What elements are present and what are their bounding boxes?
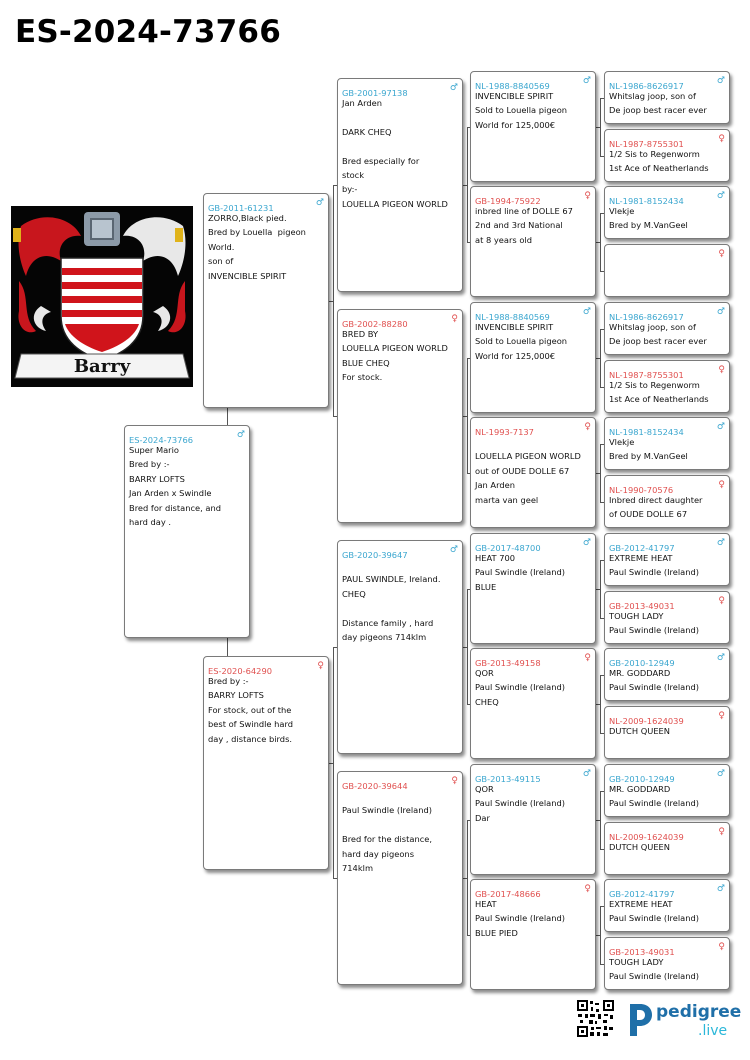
ring-number: GB-2013-49158 [475, 658, 541, 668]
ring-number: NL-1981-8152434 [609, 427, 684, 437]
ring-number: GB-2012-41797 [609, 543, 675, 553]
card-gen4-8[interactable] [604, 475, 730, 528]
card-dam[interactable] [203, 656, 329, 870]
ring-number: GB-2001-97138 [342, 88, 408, 98]
female-symbol-icon: ♀ [584, 884, 591, 894]
ring-number: GB-1994-75922 [475, 196, 541, 206]
ring-number: NL-1987-8755301 [609, 139, 684, 149]
pigeon-notes: HEAT Paul Swindle (Ireland) BLUE PIED [475, 899, 566, 938]
card-gen4-3[interactable] [604, 186, 730, 239]
male-symbol-icon: ♂ [582, 538, 591, 548]
pigeon-notes: TOUGH LADY Paul Swindle (Ireland) [609, 957, 700, 982]
ring-number: GB-2012-41797 [609, 889, 675, 899]
pigeon-notes: MR. GODDARD Paul Swindle (Ireland) [609, 668, 700, 693]
female-symbol-icon: ♀ [718, 711, 725, 721]
connector-line [600, 906, 601, 964]
logo-tld-text: .live [698, 1023, 728, 1039]
male-symbol-icon: ♂ [716, 653, 725, 663]
pigeon-notes: HEAT 700 Paul Swindle (Ireland) BLUE [475, 553, 566, 592]
card-gen4-11[interactable] [604, 648, 730, 701]
logo-brand-text: pedigree [656, 1002, 742, 1022]
pigeon-notes: 1/2 Sis to Regenworm 1st Ace of Neatherlands [609, 380, 709, 405]
ring-number: NL-1987-8755301 [609, 370, 684, 380]
female-symbol-icon: ♀ [718, 480, 725, 490]
ring-number: GB-2020-39647 [342, 550, 408, 560]
card-gen3-1[interactable] [470, 71, 596, 182]
female-symbol-icon: ♀ [584, 191, 591, 201]
male-symbol-icon: ♂ [716, 307, 725, 317]
male-symbol-icon: ♂ [315, 198, 324, 208]
card-sire[interactable] [203, 193, 329, 408]
ring-number: ES-2020-64290 [208, 666, 273, 676]
pedigree-title: ES-2024-73766 [15, 14, 281, 50]
card-gen4-7[interactable] [604, 417, 730, 470]
connector-line [467, 589, 468, 704]
card-sire-dam[interactable] [337, 309, 463, 523]
ring-number: GB-2017-48666 [475, 889, 541, 899]
male-symbol-icon: ♂ [582, 769, 591, 779]
male-symbol-icon: ♂ [236, 430, 245, 440]
female-symbol-icon: ♀ [584, 422, 591, 432]
ring-number: NL-1981-8152434 [609, 196, 684, 206]
female-symbol-icon: ♀ [451, 776, 458, 786]
female-symbol-icon: ♀ [718, 249, 725, 259]
pigeon-notes: INVENCIBLE SPIRIT Sold to Louella pigeon World for 125,000€ [475, 91, 568, 130]
card-gen3-3[interactable] [470, 302, 596, 413]
card-gen4-15[interactable] [604, 879, 730, 932]
ring-number: NL-1988-8840569 [475, 81, 550, 91]
card-dam-dam[interactable] [337, 771, 463, 985]
crest-name-text: Barry [73, 356, 131, 377]
pigeon-notes: EXTREME HEAT Paul Swindle (Ireland) [609, 553, 700, 578]
connector-line [600, 675, 601, 733]
ring-number: NL-1993-7137 [475, 427, 534, 437]
female-symbol-icon: ♀ [451, 314, 458, 324]
pigeon-notes: Vlekje Bred by M.VanGeel [609, 437, 688, 462]
ring-number: GB-2013-49115 [475, 774, 541, 784]
pigeon-notes: EXTREME HEAT Paul Swindle (Ireland) [609, 899, 700, 924]
card-dam-sire[interactable] [337, 540, 463, 754]
pigeon-notes: MR. GODDARD Paul Swindle (Ireland) [609, 784, 700, 809]
pigeon-notes: DUTCH QUEEN [609, 842, 671, 852]
pigeon-notes: BRED BY LOUELLA PIGEON WORLD BLUE CHEQ For stock. [342, 329, 448, 383]
pigeon-notes: DUTCH QUEEN [609, 726, 671, 736]
pigeon-notes: LOUELLA PIGEON WORLD out of OUDE DOLLE 67 Jan Arden marta van geel [475, 451, 581, 505]
card-gen4-1[interactable] [604, 71, 730, 124]
card-gen4-4[interactable] [604, 244, 730, 297]
connector-line [600, 791, 601, 849]
female-symbol-icon: ♀ [718, 134, 725, 144]
female-symbol-icon: ♀ [584, 653, 591, 663]
card-gen4-6[interactable] [604, 360, 730, 413]
pigeon-notes: QOR Paul Swindle (Ireland) CHEQ [475, 668, 566, 707]
ring-number: NL-1986-8626917 [609, 81, 684, 91]
connector-line [600, 213, 601, 271]
male-symbol-icon: ♂ [716, 76, 725, 86]
card-gen3-4[interactable] [470, 417, 596, 528]
card-gen4-12[interactable] [604, 706, 730, 759]
pigeon-notes: PAUL SWINDLE, Ireland. CHEQ Distance family , hard day pigeons 714klm [342, 574, 441, 643]
male-symbol-icon: ♂ [449, 83, 458, 93]
connector-line [333, 647, 334, 878]
ring-number: GB-2013-49031 [609, 947, 675, 957]
ring-number: NL-2009-1624039 [609, 832, 684, 842]
ring-number: NL-1986-8626917 [609, 312, 684, 322]
connector-line [467, 358, 468, 473]
male-symbol-icon: ♂ [582, 307, 591, 317]
pigeon-notes: Inbred direct daughter of OUDE DOLLE 67 [609, 495, 703, 520]
male-symbol-icon: ♂ [582, 76, 591, 86]
ring-number: GB-2020-39644 [342, 781, 408, 791]
ring-number: NL-1990-70576 [609, 485, 674, 495]
connector-line [467, 127, 468, 242]
connector-line [467, 820, 468, 935]
pigeon-notes: Bred by :- BARRY LOFTS For stock, out of the best of Swindle hard day , distance birds. [208, 676, 294, 744]
pigeon-notes: Whitslag joop, son of De joop best racer ever [609, 91, 707, 116]
ring-number: GB-2010-12949 [609, 658, 675, 668]
female-symbol-icon: ♀ [317, 661, 324, 671]
pigeon-notes: TOUGH LADY Paul Swindle (Ireland) [609, 611, 700, 636]
connector-line [600, 98, 601, 156]
card-gen4-9[interactable] [604, 533, 730, 586]
ring-number: GB-2002-88280 [342, 319, 408, 329]
pigeon-notes: 1/2 Sis to Regenworm 1st Ace of Neatherlands [609, 149, 709, 174]
male-symbol-icon: ♂ [716, 769, 725, 779]
card-sire-sire[interactable] [337, 78, 463, 292]
ring-number: GB-2011-61231 [208, 203, 274, 213]
card-gen4-2[interactable] [604, 129, 730, 182]
card-gen3-2[interactable] [470, 186, 596, 297]
ring-number: GB-2017-48700 [475, 543, 541, 553]
qr-code-icon[interactable] [577, 1000, 614, 1037]
pigeon-notes: Jan Arden DARK CHEQ Bred especially for stock by:- LOUELLA PIGEON WORLD [342, 98, 448, 209]
female-symbol-icon: ♀ [718, 827, 725, 837]
pedigree-live-logo[interactable] [626, 998, 742, 1040]
card-gen4-13[interactable] [604, 764, 730, 817]
card-gen4-16[interactable] [604, 937, 730, 990]
pigeon-notes: Paul Swindle (Ireland) Bred for the distance, hard day pigeons 714klm [342, 805, 433, 874]
card-gen4-14[interactable] [604, 822, 730, 875]
card-gen3-7[interactable] [470, 764, 596, 875]
card-gen3-5[interactable] [470, 533, 596, 644]
pigeon-notes: INVENCIBLE SPIRIT Sold to Louella pigeon World for 125,000€ [475, 322, 568, 361]
male-symbol-icon: ♂ [716, 538, 725, 548]
pigeon-notes: Vlekje Bred by M.VanGeel [609, 206, 688, 231]
female-symbol-icon: ♀ [718, 596, 725, 606]
ring-number: GB-2013-49031 [609, 601, 675, 611]
connector-line [600, 329, 601, 387]
card-gen4-5[interactable] [604, 302, 730, 355]
family-crest-image [11, 206, 193, 387]
male-symbol-icon: ♂ [716, 422, 725, 432]
connector-line [600, 560, 601, 618]
pigeon-notes: QOR Paul Swindle (Ireland) Dar [475, 784, 566, 823]
male-symbol-icon: ♂ [716, 191, 725, 201]
male-symbol-icon: ♂ [449, 545, 458, 555]
pigeon-notes: inbred line of DOLLE 67 2nd and 3rd National at 8 years old [475, 206, 573, 245]
pigeon-notes: Whitslag joop, son of De joop best racer ever [609, 322, 707, 347]
connector-line [600, 444, 601, 502]
ring-number: GB-2010-12949 [609, 774, 675, 784]
ring-number: ES-2024-73766 [129, 435, 194, 445]
card-gen3-6[interactable] [470, 648, 596, 759]
male-symbol-icon: ♂ [716, 884, 725, 894]
card-gen4-10[interactable] [604, 591, 730, 644]
ring-number: NL-1988-8840569 [475, 312, 550, 322]
pigeon-notes: Super Mario Bred by :- BARRY LOFTS Jan Arden x Swindle Bred for distance, and hard day . [129, 445, 222, 528]
connector-line [333, 185, 334, 416]
female-symbol-icon: ♀ [718, 365, 725, 375]
card-subject[interactable] [124, 425, 250, 638]
female-symbol-icon: ♀ [718, 942, 725, 952]
card-gen3-8[interactable] [470, 879, 596, 990]
pigeon-notes: ZORRO,Black pied. Bred by Louella pigeon World. son of INVENCIBLE SPIRIT [208, 213, 306, 281]
ring-number: NL-2009-1624039 [609, 716, 684, 726]
